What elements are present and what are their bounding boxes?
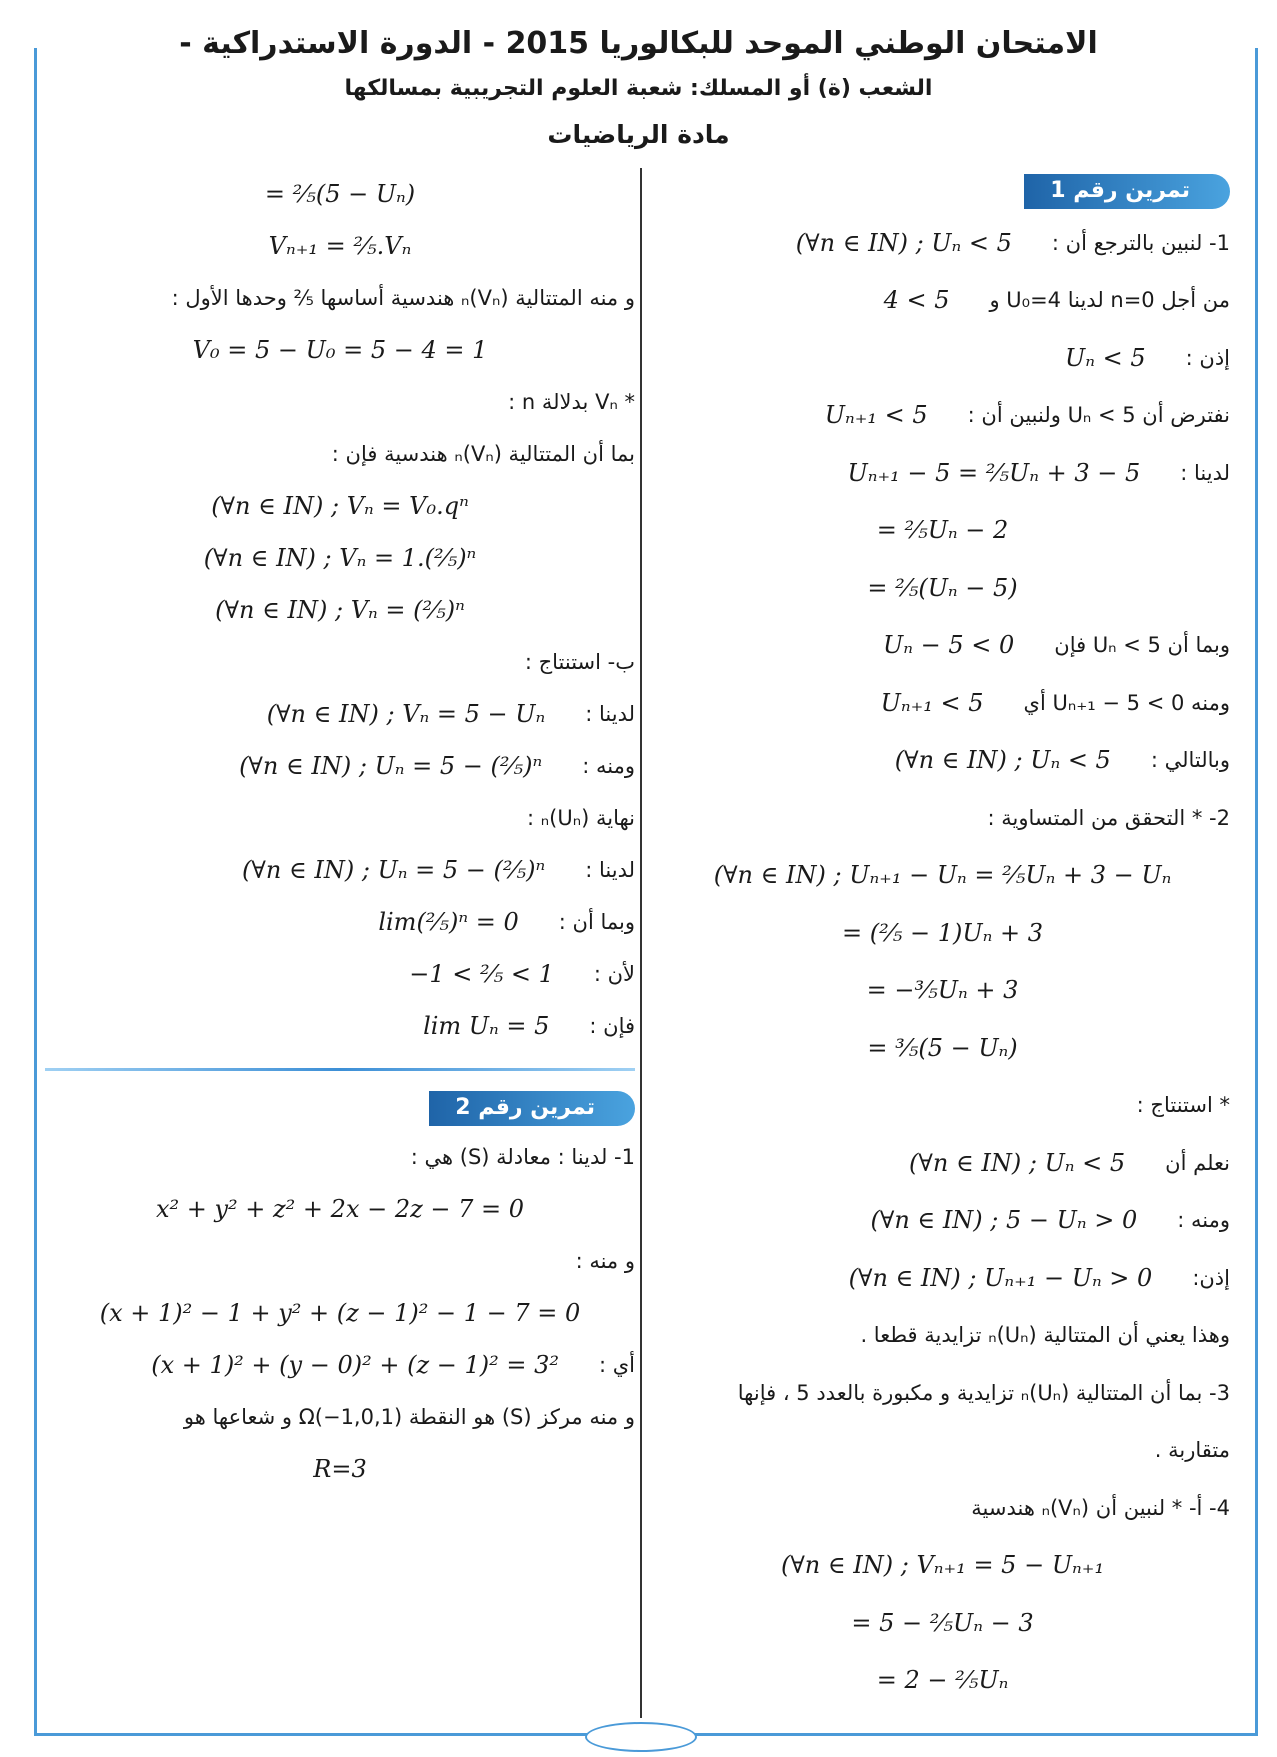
- exercise-2-badge: تمرين رقم 2: [429, 1091, 635, 1126]
- line-text: لدينا :: [1180, 460, 1230, 485]
- line-text: متقاربة .: [1154, 1438, 1230, 1463]
- line-text: 1- لنبين بالترجع أن :: [1051, 230, 1230, 255]
- line-text: ومنه :: [1177, 1208, 1230, 1233]
- exercise-1-badge: تمرين رقم 1: [1024, 174, 1230, 209]
- line-text: و منه مركز (S) هو النقطة Ω(−1,0,1) و شعاعها هو: [183, 1405, 635, 1429]
- solution-line: [45, 1235, 635, 1287]
- solution-line: [655, 1652, 1230, 1710]
- solution-line: [45, 480, 635, 532]
- solution-line: [655, 1364, 1230, 1422]
- line-formula: (∀n ∈ IN) ; Vₙ = V₀.qⁿ: [211, 492, 469, 520]
- solution-line: [45, 1287, 635, 1339]
- solution-line: [45, 1339, 635, 1391]
- line-text: و منه :: [575, 1249, 635, 1273]
- line-text: ب- استنتاج :: [524, 650, 635, 674]
- solution-line: [655, 444, 1230, 502]
- solution-line: [655, 1537, 1230, 1595]
- solution-line: [45, 844, 635, 896]
- line-text: 1- لدينا : معادلة (S) هي :: [410, 1145, 635, 1169]
- line-formula: 4 < 5: [883, 286, 950, 315]
- solution-line: [655, 272, 1230, 330]
- solution-line: [655, 502, 1230, 560]
- header: [0, 22, 1277, 158]
- line-text: و منه المتتالية (Vₙ)ₙ هندسية أساسها ²⁄₅ وحدها الأول :: [171, 286, 635, 310]
- line-formula: V₀ = 5 − U₀ = 5 − 4 = 1: [192, 336, 488, 364]
- line-formula: R=3: [313, 1455, 367, 1483]
- column-divider: [640, 168, 642, 1718]
- solution-line: [45, 688, 635, 740]
- solution-line: [45, 636, 635, 688]
- solution-line: [655, 904, 1230, 962]
- line-formula: = ²⁄₅(5 − Uₙ): [264, 180, 416, 208]
- solution-line: [655, 1249, 1230, 1307]
- line-formula: = 5 − ²⁄₅Uₙ − 3: [851, 1608, 1034, 1637]
- branch-line: الشعب (ة) أو المسلك: شعبة العلوم التجريبية بمسالكها: [344, 76, 933, 101]
- line-text: وهذا يعني أن المتتالية (Uₙ)ₙ تزايدية قطعا .: [860, 1323, 1230, 1348]
- line-text: فإن :: [589, 1014, 635, 1038]
- line-formula: = ²⁄₅(Uₙ − 5): [867, 573, 1018, 602]
- line-formula: Uₙ₊₁ < 5: [824, 401, 928, 430]
- solution-line: [45, 532, 635, 584]
- solution-line: [45, 428, 635, 480]
- line-formula: Uₙ < 5: [1065, 343, 1146, 372]
- solution-line: [655, 962, 1230, 1020]
- section-divider: [45, 1068, 635, 1071]
- solution-line: [655, 1479, 1230, 1537]
- solution-line: [655, 1422, 1230, 1480]
- solution-line: [655, 387, 1230, 445]
- line-formula: = ²⁄₅Uₙ − 2: [876, 516, 1009, 545]
- line-text: وبما أن :: [558, 910, 635, 934]
- line-formula: (∀n ∈ IN) ; Uₙ = 5 − (²⁄₅)ⁿ: [242, 856, 546, 884]
- line-text: * استنتاج :: [1136, 1093, 1230, 1118]
- line-formula: x² + y² + z² + 2x − 2z − 7 = 0: [155, 1195, 525, 1223]
- line-formula: Uₙ₊₁ < 5: [880, 688, 984, 717]
- line-formula: (∀n ∈ IN) ; Uₙ₊₁ − Uₙ > 0: [848, 1263, 1153, 1292]
- line-formula: lim Uₙ = 5: [423, 1012, 550, 1040]
- line-formula: (x + 1)² + (y − 0)² + (z − 1)² = 3²: [151, 1351, 559, 1379]
- line-formula: Uₙ − 5 < 0: [883, 631, 1015, 660]
- line-text: نفترض أن Uₙ < 5 ولنبين أن :: [967, 403, 1230, 428]
- solution-line: [45, 792, 635, 844]
- solution-line: [45, 740, 635, 792]
- solution-line: [45, 272, 635, 324]
- line-formula: (∀n ∈ IN) ; Uₙ < 5: [795, 228, 1012, 257]
- line-text: بما أن المتتالية (Vₙ)ₙ هندسية فإن :: [331, 442, 635, 466]
- solution-line: [655, 674, 1230, 732]
- line-text: لدينا :: [585, 858, 635, 882]
- line-text: وبما أن Uₙ < 5 فإن: [1054, 633, 1230, 658]
- line-text: من أجل n=0 لدينا U₀=4 و: [989, 288, 1230, 313]
- line-formula: (∀n ∈ IN) ; Vₙ = (²⁄₅)ⁿ: [215, 596, 465, 624]
- solution-line: [45, 1391, 635, 1443]
- line-text: 4- أ- * لنبين أن (Vₙ)ₙ هندسية: [971, 1495, 1230, 1520]
- solution-line: [45, 1183, 635, 1235]
- line-text: ومنه :: [582, 754, 635, 778]
- solution-line: [655, 1077, 1230, 1135]
- subject-line: مادة الرياضيات: [547, 120, 730, 149]
- line-text: 2- * التحقق من المتساوية :: [987, 805, 1230, 830]
- solution-line: [655, 1594, 1230, 1652]
- solution-line: [45, 168, 635, 220]
- solution-line: [655, 617, 1230, 675]
- line-formula: (x + 1)² − 1 + y² + (z − 1)² − 1 − 7 = 0: [99, 1299, 581, 1327]
- line-formula: −1 < ²⁄₅ < 1: [409, 960, 554, 988]
- line-text: لدينا :: [585, 702, 635, 726]
- solution-line: [655, 847, 1230, 905]
- solution-line: [45, 1000, 635, 1052]
- line-text: أي :: [598, 1353, 635, 1377]
- line-text: نعلم أن: [1165, 1150, 1230, 1175]
- line-text: إذن :: [1185, 345, 1230, 370]
- solution-line: [655, 329, 1230, 387]
- line-formula: Uₙ₊₁ − 5 = ²⁄₅Uₙ + 3 − 5: [847, 458, 1141, 487]
- line-formula: (∀n ∈ IN) ; Vₙ = 5 − Uₙ: [266, 700, 546, 728]
- line-text: نهاية (Uₙ)ₙ :: [527, 806, 635, 830]
- page-number-oval: [585, 1722, 697, 1752]
- line-formula: (∀n ∈ IN) ; Vₙ = 1.(²⁄₅)ⁿ: [203, 544, 477, 572]
- line-text: 3- بما أن المتتالية (Uₙ)ₙ تزايدية و مكبورة بالعدد 5 ، فإنها: [737, 1380, 1230, 1405]
- page-title: الامتحان الوطني الموحد للبكالوريا 2015 - الدورة الاستدراكية -: [179, 26, 1098, 61]
- line-formula: = −³⁄₅Uₙ + 3: [866, 976, 1019, 1005]
- line-formula: lim(²⁄₅)ⁿ = 0: [378, 908, 519, 936]
- solution-line: [45, 1131, 635, 1183]
- line-formula: (∀n ∈ IN) ; Uₙ₊₁ − Uₙ = ²⁄₅Uₙ + 3 − Uₙ: [713, 861, 1172, 890]
- solution-line: [655, 1307, 1230, 1365]
- line-formula: (∀n ∈ IN) ; Uₙ < 5: [894, 746, 1111, 775]
- line-text: إذن:: [1192, 1265, 1230, 1290]
- solution-line: [45, 896, 635, 948]
- line-formula: Vₙ₊₁ = ²⁄₅.Vₙ: [268, 232, 412, 260]
- solution-line: [45, 324, 635, 376]
- solution-line: [45, 1443, 635, 1495]
- solution-line: [45, 220, 635, 272]
- right-column: [655, 168, 1230, 1709]
- solution-line: [655, 559, 1230, 617]
- line-text: وبالتالي :: [1150, 748, 1230, 773]
- line-text: لأن :: [593, 962, 635, 986]
- left-column: [45, 168, 635, 1495]
- line-formula: = ³⁄₅(5 − Uₙ): [867, 1033, 1018, 1062]
- solution-line: [655, 214, 1230, 272]
- solution-line: [655, 732, 1230, 790]
- line-formula: (∀n ∈ IN) ; Uₙ = 5 − (²⁄₅)ⁿ: [239, 752, 543, 780]
- line-formula: (∀n ∈ IN) ; Uₙ < 5: [909, 1148, 1126, 1177]
- line-text: * Vₙ بدلالة n :: [508, 390, 635, 414]
- solution-line: [45, 948, 635, 1000]
- solution-line: [655, 789, 1230, 847]
- solution-line: [45, 376, 635, 428]
- line-formula: (∀n ∈ IN) ; Vₙ₊₁ = 5 − Uₙ₊₁: [780, 1551, 1105, 1580]
- solution-line: [655, 1134, 1230, 1192]
- solution-line: [655, 1192, 1230, 1250]
- line-formula: (∀n ∈ IN) ; 5 − Uₙ > 0: [870, 1206, 1138, 1235]
- line-formula: = (²⁄₅ − 1)Uₙ + 3: [842, 918, 1043, 947]
- line-formula: = 2 − ²⁄₅Uₙ: [876, 1666, 1009, 1695]
- solution-line: [655, 1019, 1230, 1077]
- solution-line: [45, 584, 635, 636]
- line-text: ومنه Uₙ₊₁ − 5 < 0 أي: [1023, 690, 1230, 715]
